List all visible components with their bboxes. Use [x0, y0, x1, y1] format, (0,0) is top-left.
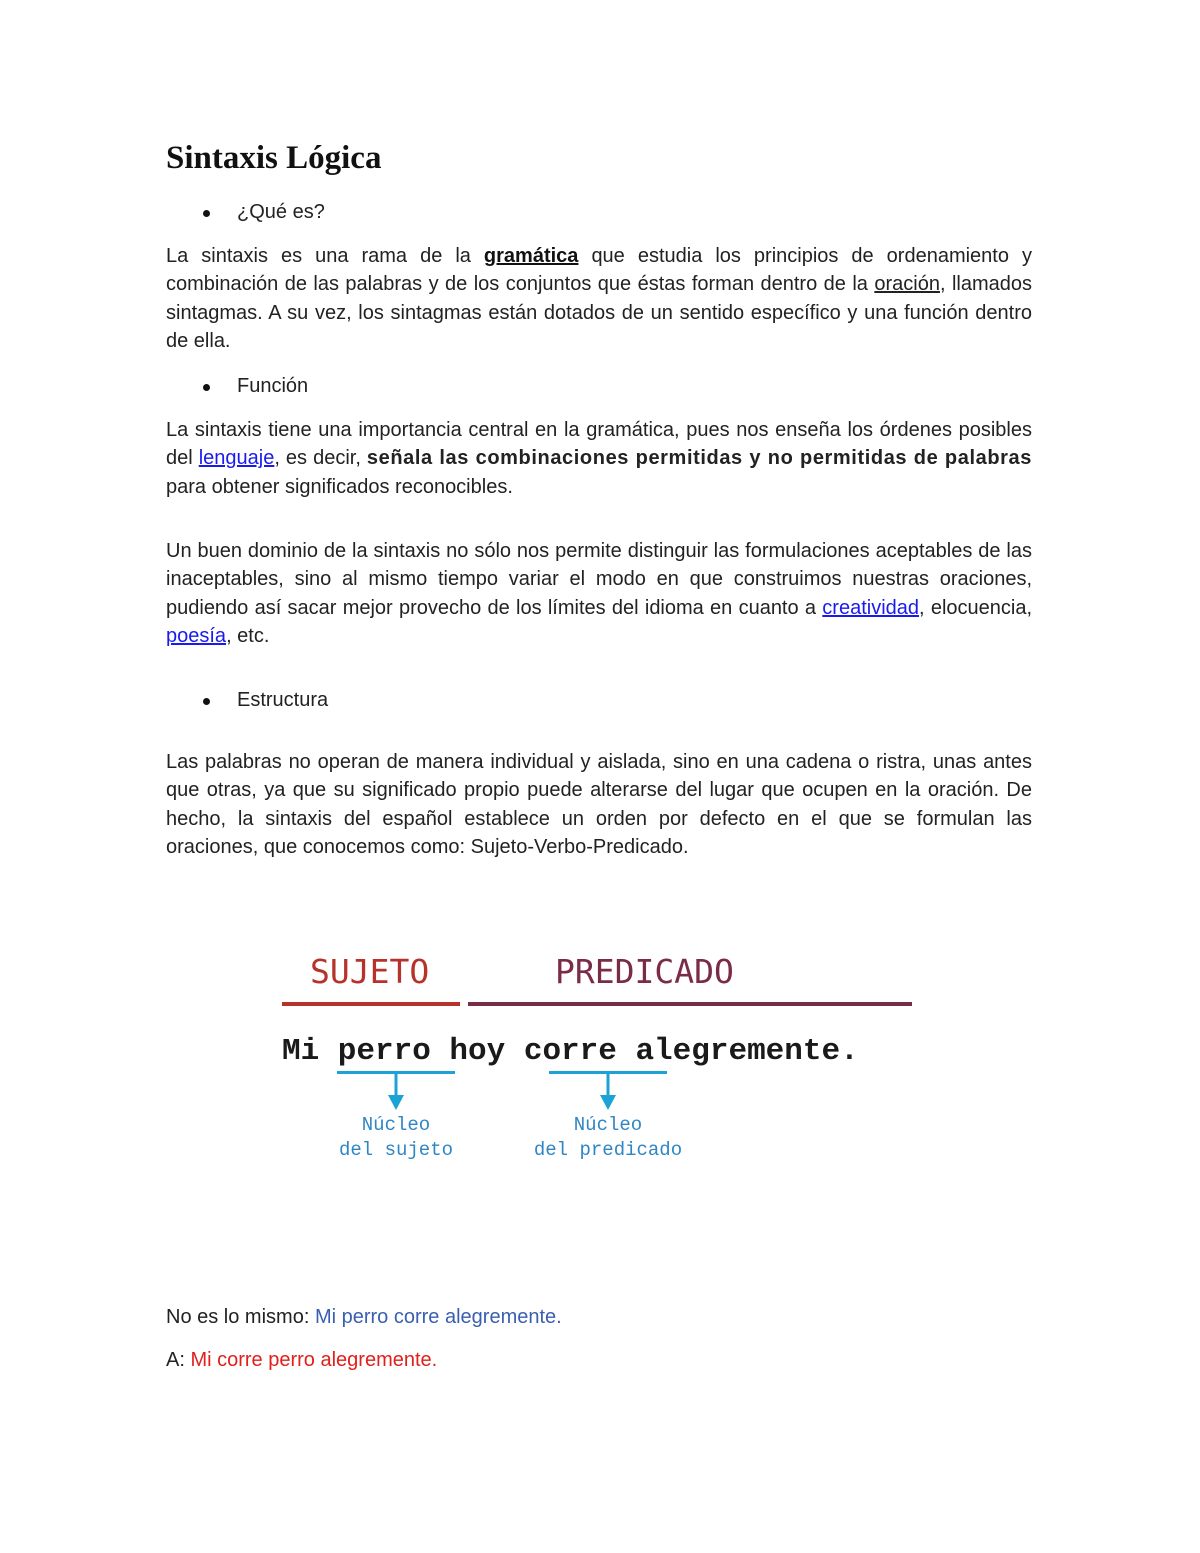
oracion-link[interactable]: oración: [874, 273, 940, 296]
example-label: No es lo mismo:: [166, 1306, 315, 1328]
example-sentence: Mi perro hoy corre alegremente.: [282, 1034, 859, 1069]
bullet-label: Función: [237, 375, 309, 397]
bullet-dot-icon: [203, 698, 210, 705]
nucleus-predicate-line1: Núcleo: [573, 1114, 643, 1136]
text-span: La sintaxis es una rama de la: [166, 245, 484, 267]
bullet-dot-icon: [203, 210, 210, 217]
gramatica-term: gramática: [483, 245, 579, 267]
text-span: , es decir,: [274, 447, 367, 470]
predicate-label: PREDICADO: [555, 952, 734, 991]
subject-label: SUJETO: [310, 952, 430, 991]
text-span: La sintaxis tiene una importancia central en la gramática, pues nos enseña los órdenes posibles del: [166, 419, 1032, 470]
bullet-dot-icon: [203, 384, 210, 391]
page-title: Sintaxis Lógica: [166, 140, 382, 176]
paragraph-domain: [166, 537, 1032, 651]
correct-sentence: Mi perro corre alegremente.: [314, 1306, 562, 1328]
subject-underline: [282, 1002, 460, 1006]
creatividad-link[interactable]: creatividad: [822, 596, 919, 619]
bullet-label: ¿Qué es?: [237, 201, 325, 223]
poesia-link[interactable]: poesía: [166, 625, 227, 648]
paragraph-function: [166, 416, 1032, 501]
text-span: para obtener significados reconocibles.: [166, 475, 513, 498]
down-arrow-icon: [388, 1073, 404, 1110]
incorrect-sentence: Mi corre perro alegremente.: [190, 1349, 438, 1371]
text-span: , etc.: [226, 625, 270, 648]
nucleus-subject-line2: del sujeto: [338, 1139, 454, 1161]
nucleus-predicate-line2: del predicado: [533, 1139, 683, 1161]
example-correct: [166, 1306, 562, 1329]
paragraph-definition: [166, 242, 1032, 356]
down-arrow-icon: [600, 1073, 616, 1110]
paragraph-structure: Las palabras no operan de manera individual y aislada, sino en una cadena o ristra, unas antes que otras, ya que su significado propio puede alterarse del lugar que ocupen en la oración. De hecho, la sintaxis del español establece un orden por defecto en el que se formulan las oraciones, que conocemos como: Sujeto-Verbo-Predicado.: [166, 751, 1032, 859]
example-label: A:: [166, 1349, 191, 1371]
lenguaje-link[interactable]: lenguaje: [198, 447, 275, 470]
text-span: Un buen dominio de la sintaxis no sólo nos permite distinguir las formulaciones aceptables de las inaceptables, sino al mismo tiempo variar el modo en que construimos nuestras oraciones, pudiendo así sacar mejor provecho de los límites del idioma en cuanto a: [166, 540, 1032, 619]
example-incorrect: [166, 1349, 437, 1372]
nucleus-subject-line1: Núcleo: [361, 1114, 431, 1136]
syntax-diagram: [270, 935, 950, 1175]
predicate-underline: [468, 1002, 912, 1006]
bold-statement: señala las combinaciones permitidas y no permitidas de palabras: [366, 447, 1032, 470]
text-span: , elocuencia,: [919, 596, 1033, 619]
text-span: , llamados sintagmas. A su vez, los sintagmas están dotados de un sentido específico y una función dentro de ella.: [166, 273, 1032, 353]
text-span: que estudia los principios de ordenamiento y combinación de las palabras y de los conjuntos que éstas forman dentro de la: [166, 245, 1032, 296]
bullet-label: Estructura: [237, 689, 329, 711]
